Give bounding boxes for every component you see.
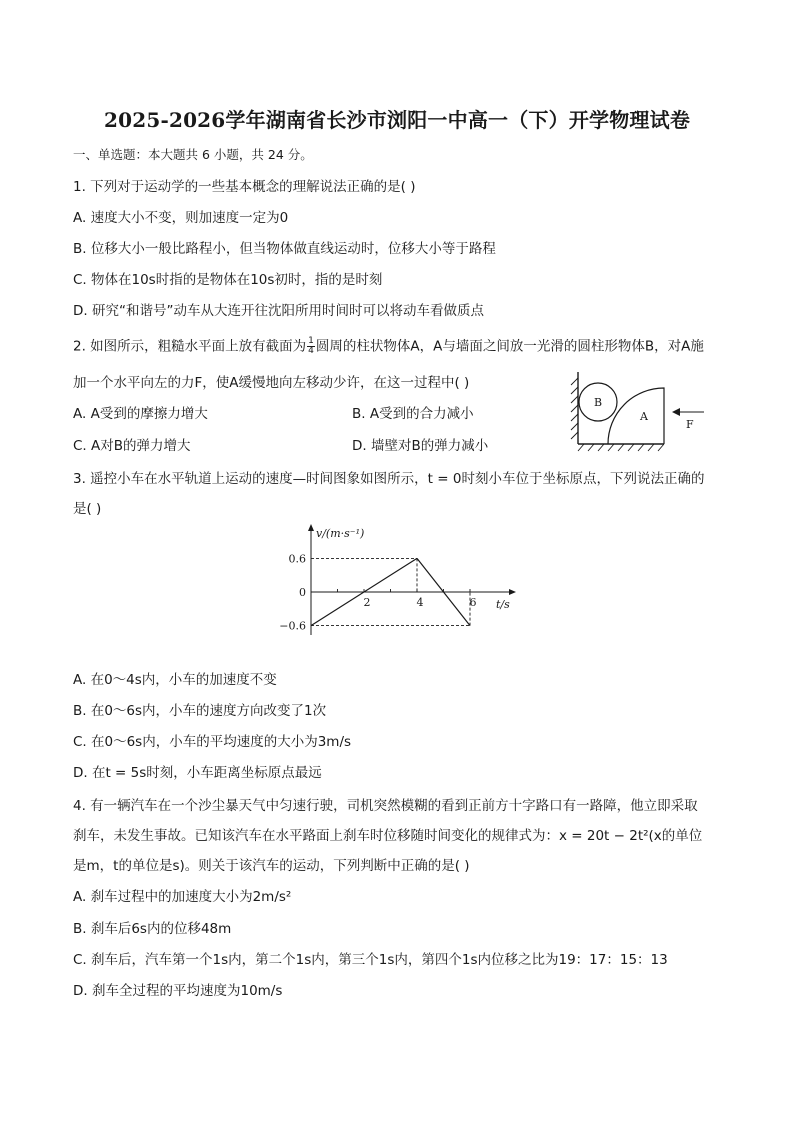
q4-stem-line2: 刹车，未发生事故。已知该汽车在水平路面上刹车时位移随时间变化的规律式为：x = 20t − 2t²(x的单位 [73,828,703,844]
section-heading: 一、单选题：本大题共 6 小题，共 24 分。 [73,147,313,162]
x-axis-arrow [509,589,516,595]
y-tick-labels [280,552,306,632]
q3-option-c: C. 在0～6s内，小车的平均速度的大小为3m/s [73,734,352,750]
label-a: A [640,410,648,423]
q2-stem-part2: 圆周的柱状物体A，A与墙面之间放一光滑的圆柱形物体B，对A施 [315,338,704,355]
label-b: B [594,396,603,409]
page-title: 2025-2026学年湖南省长沙市浏阳一中高一（下）开学物理试卷 [103,108,691,132]
q1-option-a: A. 速度大小不变，则加速度一定为0 [73,210,289,226]
q3-option-d: D. 在t = 5s时刻，小车距离坐标原点最远 [73,765,322,781]
fraction-denominator: 4 [308,346,314,356]
y-axis-label: v/(m·s⁻¹) [316,527,365,540]
y-tick-label: −0.6 [280,619,306,633]
q4-stem-line3: 是m，t的单位是s)。则关于该汽车的运动，下列判断中正确的是( ) [73,858,470,874]
q2-stem-line2: 加一个水平向左的力F，使A缓慢地向左移动少许，在这一过程中( ) [73,375,470,391]
q4-option-a: A. 刹车过程中的加速度大小为2m/s² [73,889,292,905]
ground-hatch [578,444,664,451]
q2-option-a: A. A受到的摩擦力增大 [73,406,208,422]
x-tick-label: 2 [363,596,371,609]
vt-graph [280,520,530,640]
q2-figure [568,370,718,456]
q2-stem [73,337,704,356]
wall-hatch [571,378,578,439]
force-arrowhead [672,408,680,416]
q2-option-c: C. A对B的弹力增大 [73,438,191,454]
quarter-fraction [307,337,315,356]
fraction-numerator: 1 [308,336,314,346]
label-f: F [686,418,694,431]
q3-velocity-chart [280,520,530,644]
q1-option-b: B. 位移大小一般比路程小，但当物体做直线运动时，位移大小等于路程 [73,241,496,257]
q1-stem: 1. 下列对于运动学的一些基本概念的理解说法正确的是( ) [73,179,416,195]
x-tick-label: 6 [469,596,477,609]
wall-block-diagram [568,370,718,452]
y-tick-label: 0.6 [288,552,306,566]
q3-stem: 3. 遥控小车在水平轨道上运动的速度—时间图象如图所示，t = 0时刻小车位于坐标原点，下列说法正确的 [73,471,705,487]
q3-stem-line2: 是( ) [73,501,102,517]
y-tick-label: 0 [299,586,306,599]
x-tick-label: 4 [416,596,424,609]
q3-option-a: A. 在0～4s内，小车的加速度不变 [73,672,277,688]
q2-option-d: D. 墙壁对B的弹力减小 [352,438,489,454]
x-tick-labels [364,596,477,609]
q1-option-d: D. 研究“和谐号”动车从大连开往沈阳所用时间时可以将动车看做质点 [73,303,484,319]
q2-option-b: B. A受到的合力减小 [352,406,474,422]
q4-option-c: C. 刹车后，汽车第一个1s内，第二个1s内，第三个1s内，第四个1s内位移之比为19：17：15：13 [73,952,668,968]
q4-option-d: D. 刹车全过程的平均速度为10m/s [73,983,283,999]
q4-option-b: B. 刹车后6s内的位移48m [73,921,232,937]
q4-stem: 4. 有一辆汽车在一个沙尘暴天气中匀速行驶，司机突然模糊的看到正前方十字路口有一路障，他立即采取 [73,798,698,814]
q2-stem-part1: 2. 如图所示，粗糙水平面上放有截面为 [73,338,307,355]
y-axis-arrow [308,524,314,531]
x-axis-label: t/s [496,598,510,611]
q3-option-b: B. 在0～6s内，小车的速度方向改变了1次 [73,703,327,719]
q1-option-c: C. 物体在10s时指的是物体在10s初时，指的是时刻 [73,272,383,288]
